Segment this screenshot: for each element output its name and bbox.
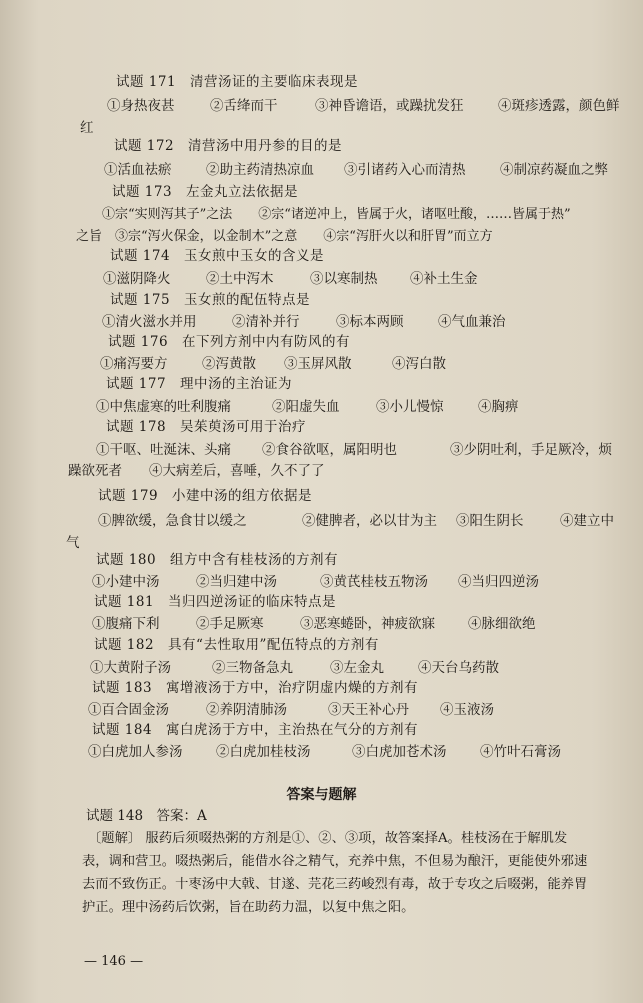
q175-option-2: ②清补并行 — [232, 314, 300, 330]
question-173-title: 试题 173 左金丸立法依据是 — [112, 184, 299, 200]
q182-option-3: ③左金丸 — [330, 660, 384, 676]
q174-option-2: ②土中泻木 — [206, 271, 274, 287]
q181-option-2: ②手足厥寒 — [196, 616, 264, 632]
q178-option-3: ③少阴吐利，手足厥冷，烦 — [450, 442, 612, 458]
q171-option-1: ①身热夜甚 — [107, 98, 175, 114]
question-182-title: 试题 182 具有“去性取用”配伍特点的方剂有 — [94, 637, 379, 653]
q183-option-2: ②养阴清肺汤 — [206, 702, 287, 718]
q184-option-1: ①白虎加人参汤 — [88, 744, 183, 760]
explanation-line-2: 表，调和营卫。啜热粥后，能借水谷之精气，充养中焦，不但易为酿汗，更能使外邪速 — [82, 854, 588, 869]
q175-option-3: ③标本两顾 — [336, 314, 404, 330]
q177-option-2: ②阳虚失血 — [272, 399, 340, 415]
q176-option-3: ③玉屏风散 — [284, 356, 352, 372]
question-178-title: 试题 178 吴茱萸汤可用于治疗 — [106, 419, 307, 435]
q179-option-4: ④建立中 — [560, 513, 614, 529]
q177-option-4: ④胸痹 — [478, 399, 519, 415]
q172-option-3: ③引诸药入心而清热 — [344, 162, 466, 178]
q176-option-2: ②泻黄散 — [202, 356, 256, 372]
q173-options-line-1: ①宗“实则泻其子”之法 ②宗“诸逆冲上，皆属于火，诸呕吐酸，……皆属于热” — [102, 207, 571, 222]
explanation-line-1: 〔题解〕 服药后须啜热粥的方剂是①、②、③项，故答案择A。桂枝汤在于解肌发 — [88, 831, 568, 846]
q172-option-4: ④制凉药凝血之弊 — [500, 162, 608, 178]
explanation-line-4: 护正。理中汤药后饮粥，旨在助药力温，以复中焦之阳。 — [82, 900, 415, 915]
question-181-title: 试题 181 当归四逆汤证的临床特点是 — [94, 594, 337, 610]
page-number: — 146 — — [84, 954, 144, 969]
q184-option-4: ④竹叶石膏汤 — [480, 744, 561, 760]
q183-option-3: ③天王补心丹 — [328, 702, 409, 718]
question-184-title: 试题 184 寓白虎汤于方中，主治热在气分的方剂有 — [92, 722, 419, 738]
q184-option-2: ②白虎加桂枝汤 — [216, 744, 311, 760]
q182-option-2: ②三物备急丸 — [212, 660, 293, 676]
section-heading: 答案与题解 — [286, 787, 357, 803]
q174-option-3: ③以寒制热 — [310, 271, 378, 287]
q180-option-3: ③黄芪桂枝五物汤 — [320, 574, 428, 590]
question-174-title: 试题 174 玉女煎中玉女的含义是 — [110, 248, 325, 264]
q174-option-4: ④补土生金 — [410, 271, 478, 287]
question-177-title: 试题 177 理中汤的主治证为 — [106, 376, 293, 392]
q176-option-1: ①痛泻要方 — [100, 356, 168, 372]
question-180-title: 试题 180 组方中含有桂枝汤的方剂有 — [96, 552, 339, 568]
q182-option-4: ④天台乌药散 — [418, 660, 499, 676]
q180-option-1: ①小建中汤 — [92, 574, 160, 590]
q181-option-4: ④脉细欲绝 — [468, 616, 536, 632]
q181-option-3: ③恶寒蜷卧，神疲欲寐 — [300, 616, 435, 632]
q183-option-1: ①百合固金汤 — [88, 702, 169, 718]
q174-option-1: ①滋阴降火 — [103, 271, 171, 287]
q180-option-2: ②当归建中汤 — [196, 574, 277, 590]
q171-option-3: ③神昏谵语，或躁扰发狂 — [315, 98, 464, 114]
q178-continuation: 躁欲死者 ④大病差后，喜唾，久不了了 — [68, 463, 325, 479]
question-183-title: 试题 183 寓增液汤于方中，治疗阴虚内燥的方剂有 — [92, 680, 419, 696]
q183-option-4: ④玉液汤 — [440, 702, 494, 718]
q171-continuation: 红 — [80, 120, 94, 136]
question-179-title: 试题 179 小建中汤的组方依据是 — [98, 488, 313, 504]
q171-option-2: ②舌绛而干 — [210, 98, 278, 114]
q180-option-4: ④当归四逆汤 — [458, 574, 539, 590]
q175-option-1: ①清火滋水并用 — [102, 314, 197, 330]
q178-option-2: ②食谷欲呕，属阳明也 — [262, 442, 397, 458]
question-172-title: 试题 172 清营汤中用丹参的目的是 — [114, 138, 343, 154]
q179-option-1: ①脾欲缓，急食甘以缓之 — [98, 513, 247, 529]
q175-option-4: ④气血兼治 — [438, 314, 506, 330]
q179-continuation: 气 — [66, 535, 80, 551]
q173-options-line-2: 之旨 ③宗“泻火保金，以金制木”之意 ④宗“泻肝火以和肝胃”而立方 — [76, 229, 493, 244]
q181-option-1: ①腹痛下利 — [92, 616, 160, 632]
q182-option-1: ①大黄附子汤 — [90, 660, 171, 676]
q172-option-1: ①活血祛瘀 — [104, 162, 172, 178]
question-176-title: 试题 176 在下列方剂中内有防风的有 — [108, 334, 351, 350]
q176-option-4: ④泻白散 — [392, 356, 446, 372]
q172-option-2: ②助主药清热凉血 — [206, 162, 314, 178]
question-171-title: 试题 171 清营汤证的主要临床表现是 — [116, 74, 359, 90]
explanation-line-3: 去而不致伤正。十枣汤中大戟、甘遂、芫花三药峻烈有毒，故于专攻之后啜粥，能养胃 — [82, 877, 588, 892]
q177-option-3: ③小儿慢惊 — [376, 399, 444, 415]
q177-option-1: ①中焦虚寒的吐利腹痛 — [96, 399, 231, 415]
q184-option-3: ③白虎加苍术汤 — [352, 744, 447, 760]
q179-option-2: ②健脾者，必以甘为主 — [302, 513, 437, 529]
q179-option-3: ③阳生阴长 — [456, 513, 524, 529]
question-175-title: 试题 175 玉女煎的配伍特点是 — [110, 292, 311, 308]
answer-line: 试题 148 答案：A — [86, 808, 207, 824]
q178-option-1: ①干呕、吐涎沫、头痛 — [96, 442, 231, 458]
q171-option-4: ④斑疹透露，颜色鲜 — [498, 98, 620, 114]
